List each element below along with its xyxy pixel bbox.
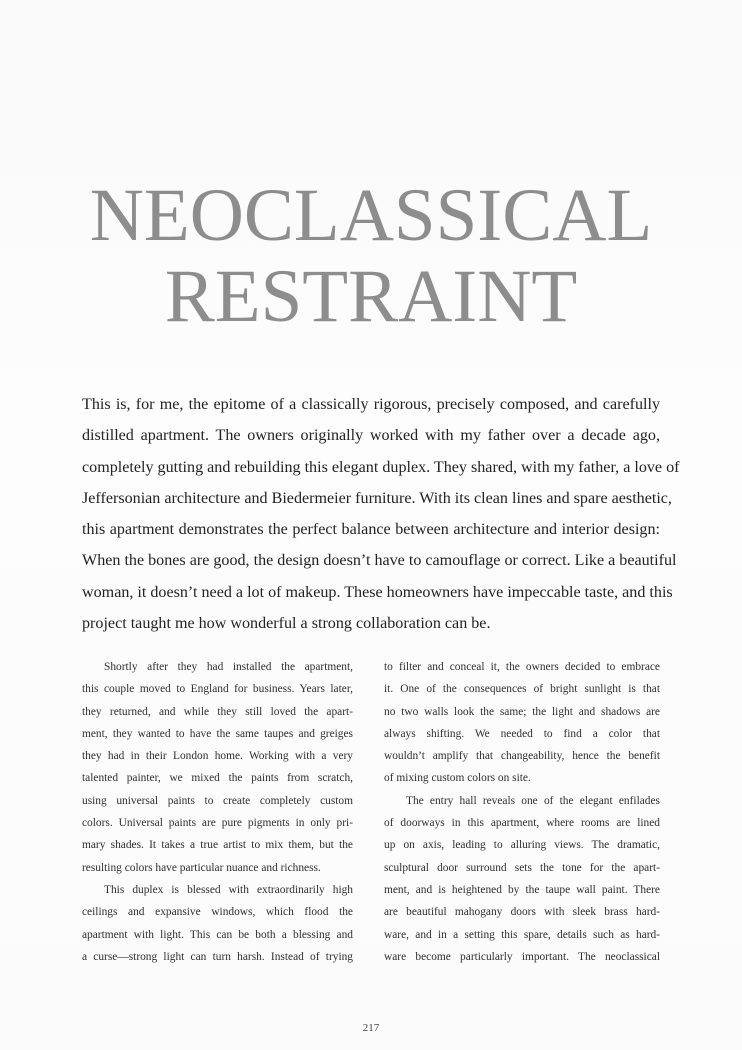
body-line: are beautiful mahogany doors with sleek brass hard- (384, 906, 660, 919)
intro-line: This is, for me, the epitome of a classically rigorous, precisely composed, and carefully (82, 396, 660, 413)
page-number: 217 (362, 1022, 380, 1034)
intro-line: project taught me how wonderful a strong collaboration can be. (82, 615, 491, 633)
body-line: ment, they wanted to have the same taupes and greiges (82, 727, 353, 740)
body-line: talented painter, we mixed the paints from scratch, (82, 772, 353, 785)
body-line: this couple moved to England for business. Years later, (82, 683, 353, 696)
body-line: a curse—strong light can turn harsh. Instead of trying (82, 950, 353, 963)
body-line: ment, and is heightened by the taupe wall paint. There (384, 883, 660, 896)
body-line: it. One of the consequences of bright sunlight is that (384, 683, 660, 696)
body-column-right (384, 656, 660, 968)
body-line: they had in their London home. Working with a very (82, 750, 353, 763)
intro-line: completely gutting and rebuilding this elegant duplex. They shared, with my father, a love of (82, 458, 680, 476)
title-line-1: NEOCLASSICAL (89, 174, 653, 257)
body-line: wouldn’t amplify that changeability, hence the benefit (384, 750, 660, 763)
title-line-2: RESTRAINT (164, 255, 578, 338)
intro-line: this apartment demonstrates the perfect balance between architecture and interior design: (82, 521, 660, 539)
body-line: using universal paints to create completely custom (82, 794, 353, 807)
body-line: of mixing custom colors on site. (384, 772, 531, 785)
body-line: to filter and conceal it, the owners decided to embrace (384, 661, 660, 673)
body-line: sculptural door surround sets the tone for the apart- (384, 861, 660, 874)
body-line: ware become particularly important. The neoclassical (384, 950, 660, 963)
body-line: The entry hall reveals one of the elegant enfilades (406, 794, 660, 807)
body-line: apartment with light. This can be both a blessing and (82, 928, 353, 941)
intro-line: When the bones are good, the design doesn’t have to camouflage or correct. Like a beautiful (82, 552, 677, 570)
body-line: resulting colors have particular nuance and richness. (82, 861, 321, 874)
intro-line: distilled apartment. The owners originally worked with my father over a decade ago, (82, 427, 660, 445)
body-line: of doorways in this apartment, where rooms are lined (384, 817, 660, 830)
intro-line: Jeffersonian architecture and Biedermeier furniture. With its clean lines and spare aesthetic, (82, 489, 672, 507)
body-line: they returned, and while they still loved the apart- (82, 705, 353, 718)
body-line: colors. Universal paints are pure pigments in only pri- (82, 817, 353, 830)
body-line: Shortly after they had installed the apartment, (104, 661, 353, 673)
body-line: up on axis, leading to alluring views. The dramatic, (384, 839, 660, 852)
body-line: mary shades. It takes a true artist to mix them, but the (82, 839, 353, 852)
body-column-left (82, 656, 353, 968)
body-line: no two walls look the same; the light and shadows are (384, 705, 660, 718)
intro-paragraph (82, 389, 680, 639)
body-line: This duplex is blessed with extraordinarily high (104, 883, 353, 896)
body-line: always shifting. We needed to find a color that (384, 727, 660, 740)
body-line: ceilings and expansive windows, which flood the (82, 906, 353, 919)
body-line: ware, and in a setting this spare, details such as hard- (384, 928, 660, 941)
intro-line: woman, it doesn’t need a lot of makeup. These homeowners have impeccable taste, and this (82, 583, 673, 601)
